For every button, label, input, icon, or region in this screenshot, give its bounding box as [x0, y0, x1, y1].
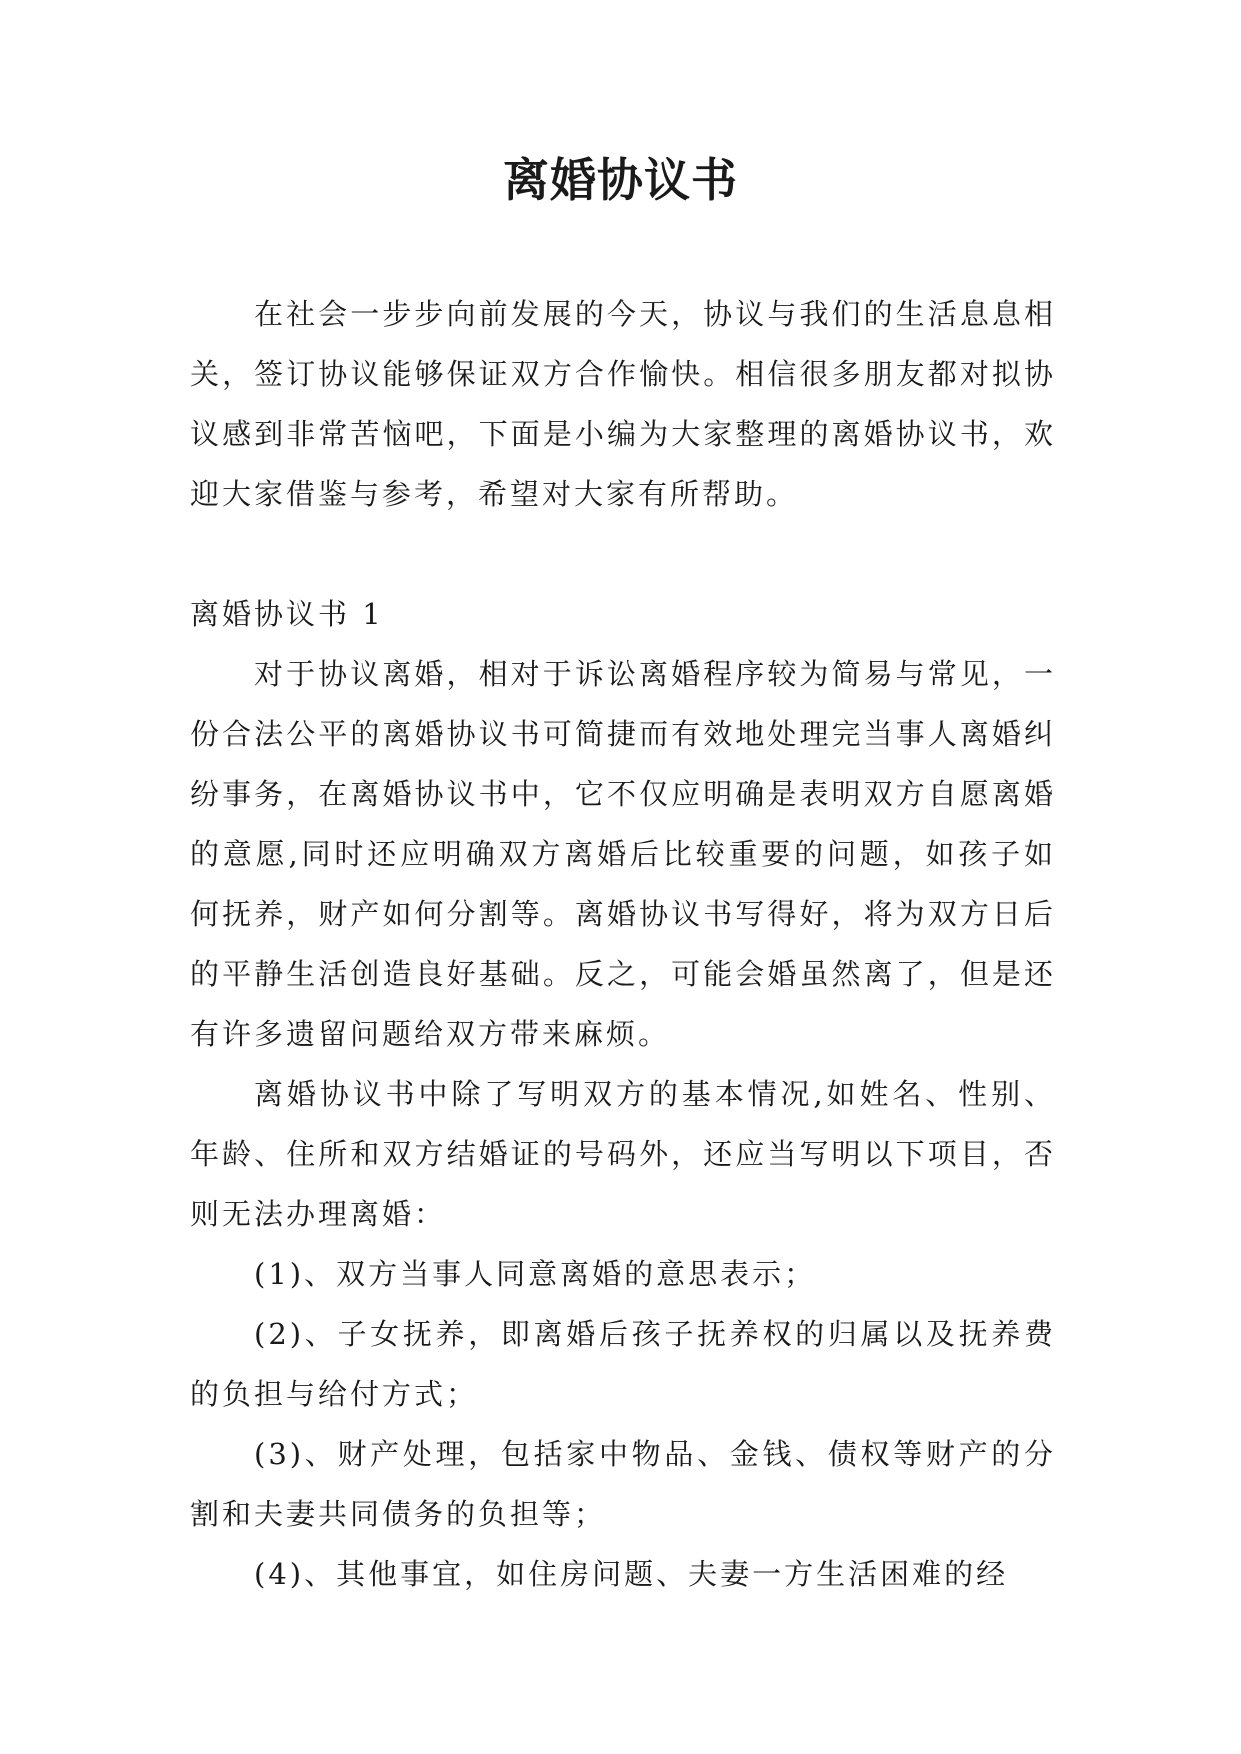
- list-item: (1)、双方当事人同意离婚的意思表示；: [254, 1257, 817, 1291]
- list-item: (2)、子女抚养，即离婚后孩子抚养权的归属以及抚养费的负担与给付方式；: [190, 1317, 1056, 1411]
- section-heading: 离婚协议书 1: [190, 597, 384, 631]
- body-paragraph: 对于协议离婚，相对于诉讼离婚程序较为简易与常见，一份合法公平的离婚协议书可简捷而有效地处理完当事人离婚纠纷事务，在离婚协议书中，它不仅应明确是表明双方自愿离婚的意愿,同时还应明确双方离婚后比较重要的问题，如孩子如何抚养，财产如何分割等。离婚协议书写得好，将为双方日后的平静生活创造良好基础。反之，可能会婚虽然离了，但是还有许多遗留问题给双方带来麻烦。: [190, 657, 1056, 1051]
- document-body: [190, 284, 1056, 1604]
- intro-paragraph: 在社会一步步向前发展的今天，协议与我们的生活息息相关，签订协议能够保证双方合作愉快。相信很多朋友都对拟协议感到非常苦恼吧，下面是小编为大家整理的离婚协议书，欢迎大家借鉴与参考，希望对大家有所帮助。: [190, 297, 1056, 511]
- list-item: (4)、其他事宜，如住房问题、夫妻一方生活困难的经: [254, 1557, 1009, 1591]
- list-item: (3)、财产处理，包括家中物品、金钱、债权等财产的分割和夫妻共同债务的负担等；: [190, 1437, 1056, 1531]
- document-title: 离婚协议书: [503, 153, 738, 207]
- body-paragraph: 离婚协议书中除了写明双方的基本情况,如姓名、性别、年龄、住所和双方结婚证的号码外，还应当写明以下项目，否则无法办理离婚：: [190, 1077, 1056, 1231]
